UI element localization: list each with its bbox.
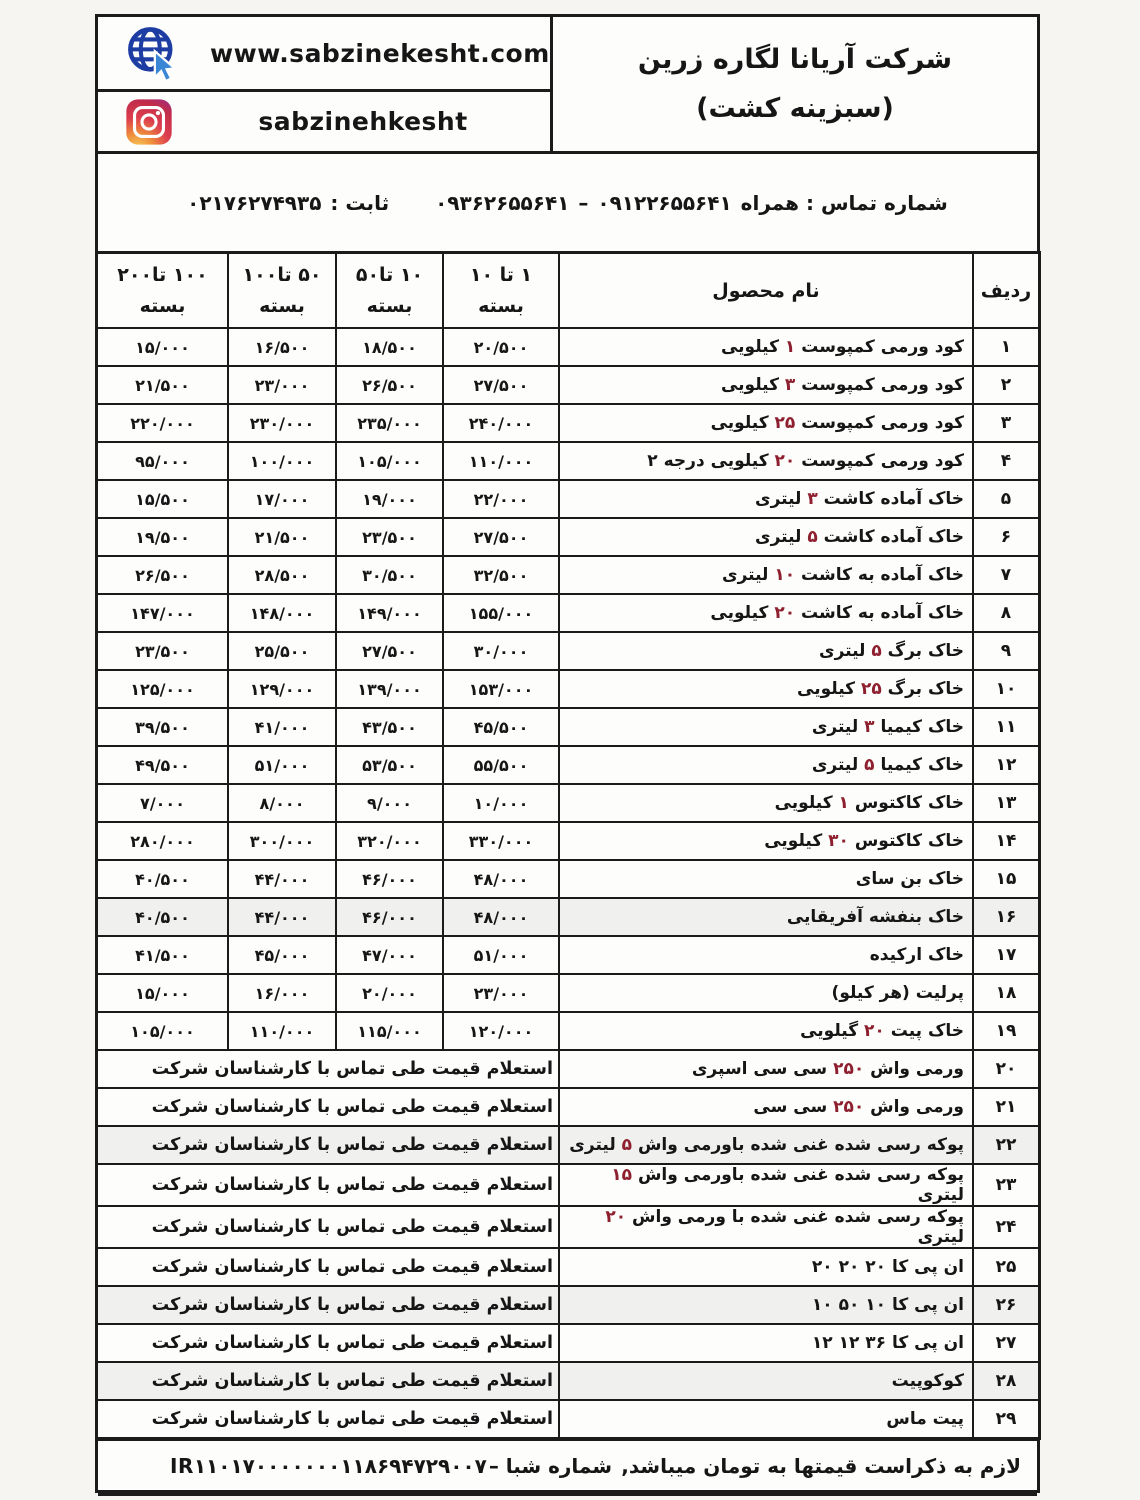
price-tier-4: ۱۹/۵۰۰ bbox=[97, 518, 229, 556]
product-name: ورمی واش ۲۵۰ سی سی اسپری bbox=[559, 1050, 973, 1088]
table-row bbox=[97, 746, 1040, 784]
header-product-name: نام محصول bbox=[559, 253, 973, 329]
price-tier-2: ۳۰/۵۰۰ bbox=[336, 556, 443, 594]
table-row bbox=[97, 1286, 1040, 1324]
row-number: ۱۶ bbox=[973, 898, 1040, 936]
product-quantity-highlight: ۵ bbox=[621, 1135, 633, 1155]
product-name: خاک بنفشه آفریقایی bbox=[559, 898, 973, 936]
price-tier-4: ۲۶/۵۰۰ bbox=[97, 556, 229, 594]
row-number: ۲۵ bbox=[973, 1248, 1040, 1286]
price-tier-4: ۴۱/۵۰۰ bbox=[97, 936, 229, 974]
table-row bbox=[97, 404, 1040, 442]
price-tier-4: ۳۹/۵۰۰ bbox=[97, 708, 229, 746]
table-row bbox=[97, 898, 1040, 936]
header-row-number: ردیف bbox=[973, 253, 1040, 329]
price-tier-3: ۲۳۰/۰۰۰ bbox=[228, 404, 336, 442]
product-name: کود ورمی کمپوست ۲۰ کیلویی درجه ۲ bbox=[559, 442, 973, 480]
row-number: ۵ bbox=[973, 480, 1040, 518]
table-row bbox=[97, 518, 1040, 556]
price-inquiry-note: استعلام قیمت طی تماس با کارشناسان شرکت bbox=[97, 1126, 560, 1164]
product-name: کود ورمی کمپوست ۳ کیلویی bbox=[559, 366, 973, 404]
website-row bbox=[98, 17, 550, 92]
row-number: ۱۳ bbox=[973, 784, 1040, 822]
table-row bbox=[97, 708, 1040, 746]
product-name: خاک آماده کاشت ۵ لیتری bbox=[559, 518, 973, 556]
price-tier-3: ۱۷/۰۰۰ bbox=[228, 480, 336, 518]
table-row bbox=[97, 784, 1040, 822]
price-tier-3: ۲۱/۵۰۰ bbox=[228, 518, 336, 556]
mobile-number-1: ۰۹۱۲۲۶۵۵۶۴۱ bbox=[597, 190, 732, 215]
header-tier-1: ۱ تا ۱۰ بسته bbox=[443, 253, 559, 329]
product-quantity-highlight: ۳ bbox=[864, 717, 875, 737]
price-tier-2: ۱۹/۰۰۰ bbox=[336, 480, 443, 518]
contact-label: شماره تماس : همراه bbox=[740, 190, 948, 215]
price-inquiry-note: استعلام قیمت طی تماس با کارشناسان شرکت bbox=[97, 1362, 560, 1400]
row-number: ۲۰ bbox=[973, 1050, 1040, 1088]
product-quantity-highlight: ۵ bbox=[807, 527, 818, 547]
price-tier-3: ۴۱/۰۰۰ bbox=[228, 708, 336, 746]
table-row bbox=[97, 632, 1040, 670]
product-name: ان پی کا ۱۰ ۵۰ ۱۰ bbox=[559, 1286, 973, 1324]
price-tier-4: ۱۵/۰۰۰ bbox=[97, 974, 229, 1012]
price-tier-1: ۱۰/۰۰۰ bbox=[443, 784, 559, 822]
price-tier-2: ۲۶/۵۰۰ bbox=[336, 366, 443, 404]
table-row bbox=[97, 936, 1040, 974]
table-row bbox=[97, 480, 1040, 518]
price-tier-1: ۲۰/۵۰۰ bbox=[443, 328, 559, 366]
product-name: خاک آماده به کاشت ۲۰ کیلویی bbox=[559, 594, 973, 632]
globe-cursor-icon bbox=[124, 24, 182, 82]
price-tier-2: ۲۷/۵۰۰ bbox=[336, 632, 443, 670]
price-tier-2: ۵۳/۵۰۰ bbox=[336, 746, 443, 784]
table-header-row bbox=[97, 253, 1040, 329]
price-tier-3: ۲۸/۵۰۰ bbox=[228, 556, 336, 594]
price-tier-4: ۱۵/۵۰۰ bbox=[97, 480, 229, 518]
price-tier-2: ۳۲۰/۰۰۰ bbox=[336, 822, 443, 860]
row-number: ۸ bbox=[973, 594, 1040, 632]
row-number: ۲۸ bbox=[973, 1362, 1040, 1400]
price-tier-1: ۳۲/۵۰۰ bbox=[443, 556, 559, 594]
price-tier-2: ۱۴۹/۰۰۰ bbox=[336, 594, 443, 632]
price-tier-2: ۱۸/۵۰۰ bbox=[336, 328, 443, 366]
sheba-group bbox=[170, 1454, 612, 1478]
table-row bbox=[97, 670, 1040, 708]
row-number: ۹ bbox=[973, 632, 1040, 670]
price-tier-1: ۴۵/۵۰۰ bbox=[443, 708, 559, 746]
price-tier-4: ۹۵/۰۰۰ bbox=[97, 442, 229, 480]
contact-bar bbox=[95, 151, 1040, 254]
product-name: کود ورمی کمپوست ۱ کیلویی bbox=[559, 328, 973, 366]
price-tier-3: ۱۰۰/۰۰۰ bbox=[228, 442, 336, 480]
price-tier-1: ۲۴۰/۰۰۰ bbox=[443, 404, 559, 442]
price-inquiry-note: استعلام قیمت طی تماس با کارشناسان شرکت bbox=[97, 1286, 560, 1324]
instagram-icon bbox=[124, 97, 174, 147]
price-tier-1: ۱۱۰/۰۰۰ bbox=[443, 442, 559, 480]
product-name: خاک کاکتوس ۱ کیلویی bbox=[559, 784, 973, 822]
instagram-row bbox=[98, 92, 550, 151]
product-name: خاک برگ ۵ لیتری bbox=[559, 632, 973, 670]
price-inquiry-note: استعلام قیمت طی تماس با کارشناسان شرکت bbox=[97, 1088, 560, 1126]
price-tier-2: ۲۳/۵۰۰ bbox=[336, 518, 443, 556]
price-tier-4: ۴۰/۵۰۰ bbox=[97, 898, 229, 936]
product-name: خاک کیمیا ۳ لیتری bbox=[559, 708, 973, 746]
header-links bbox=[98, 17, 553, 151]
table-row bbox=[97, 556, 1040, 594]
product-name: ان پی کا ۲۰ ۲۰ ۲۰ bbox=[559, 1248, 973, 1286]
company-brand: (سبزینه کشت) bbox=[696, 93, 894, 125]
price-tier-2: ۲۰/۰۰۰ bbox=[336, 974, 443, 1012]
price-tier-3: ۱۴۸/۰۰۰ bbox=[228, 594, 336, 632]
product-quantity-highlight: ۳ bbox=[807, 489, 818, 509]
price-tier-4: ۲۲۰/۰۰۰ bbox=[97, 404, 229, 442]
price-tier-3: ۱۱۰/۰۰۰ bbox=[228, 1012, 336, 1050]
price-tier-1: ۱۵۵/۰۰۰ bbox=[443, 594, 559, 632]
product-name: پیت ماس bbox=[559, 1400, 973, 1439]
price-inquiry-note: استعلام قیمت طی تماس با کارشناسان شرکت bbox=[97, 1050, 560, 1088]
row-number: ۱۸ bbox=[973, 974, 1040, 1012]
price-tier-3: ۵۱/۰۰۰ bbox=[228, 746, 336, 784]
price-tier-1: ۵۱/۰۰۰ bbox=[443, 936, 559, 974]
website-url: www.sabzinekesht.com bbox=[210, 38, 550, 68]
price-tier-3: ۴۵/۰۰۰ bbox=[228, 936, 336, 974]
price-tier-3: ۳۰۰/۰۰۰ bbox=[228, 822, 336, 860]
price-sheet bbox=[95, 14, 1040, 1493]
product-quantity-highlight: ۱ bbox=[838, 793, 849, 813]
price-tier-4: ۱۴۷/۰۰۰ bbox=[97, 594, 229, 632]
table-row bbox=[97, 1248, 1040, 1286]
product-quantity-highlight: ۵ bbox=[864, 755, 875, 775]
price-tier-4: ۲۸۰/۰۰۰ bbox=[97, 822, 229, 860]
table-row bbox=[97, 1362, 1040, 1400]
price-tier-1: ۴۸/۰۰۰ bbox=[443, 860, 559, 898]
row-number: ۱۲ bbox=[973, 746, 1040, 784]
price-table bbox=[95, 251, 1041, 1440]
product-quantity-highlight: ۲۵ bbox=[860, 679, 882, 699]
landline-label: ثابت : bbox=[330, 190, 390, 215]
row-number: ۲۳ bbox=[973, 1164, 1040, 1206]
row-number: ۲۹ bbox=[973, 1400, 1040, 1439]
product-name: خاک پیت ۲۰ گیلویی bbox=[559, 1012, 973, 1050]
product-quantity-highlight: ۱ bbox=[784, 337, 796, 357]
price-tier-4: ۲۱/۵۰۰ bbox=[97, 366, 229, 404]
product-name: خاک کاکتوس ۳۰ کیلویی bbox=[559, 822, 973, 860]
price-tier-4: ۱۲۵/۰۰۰ bbox=[97, 670, 229, 708]
price-tier-1: ۳۳۰/۰۰۰ bbox=[443, 822, 559, 860]
price-inquiry-note: استعلام قیمت طی تماس با کارشناسان شرکت bbox=[97, 1400, 560, 1439]
company-name-box bbox=[553, 17, 1037, 151]
footer-note-bar bbox=[95, 1438, 1040, 1493]
price-tier-4: ۱۵/۰۰۰ bbox=[97, 328, 229, 366]
price-tier-3: ۸/۰۰۰ bbox=[228, 784, 336, 822]
table-row bbox=[97, 1324, 1040, 1362]
mobile-numbers bbox=[435, 191, 948, 215]
price-inquiry-note: استعلام قیمت طی تماس با کارشناسان شرکت bbox=[97, 1206, 560, 1248]
table-row bbox=[97, 1400, 1040, 1439]
table-row bbox=[97, 328, 1040, 366]
price-tier-1: ۴۸/۰۰۰ bbox=[443, 898, 559, 936]
product-name: خاک ارکیده bbox=[559, 936, 973, 974]
row-number: ۱ bbox=[973, 328, 1040, 366]
product-name: خاک آماده کاشت ۳ لیتری bbox=[559, 480, 973, 518]
price-tier-2: ۱۰۵/۰۰۰ bbox=[336, 442, 443, 480]
product-name: کوکوپیت bbox=[559, 1362, 973, 1400]
price-tier-2: ۱۳۹/۰۰۰ bbox=[336, 670, 443, 708]
row-number: ۳ bbox=[973, 404, 1040, 442]
price-tier-3: ۲۳/۰۰۰ bbox=[228, 366, 336, 404]
price-tier-3: ۲۵/۵۰۰ bbox=[228, 632, 336, 670]
product-quantity-highlight: ۲۰ bbox=[774, 451, 796, 471]
mobile-number-2: ۰۹۳۶۲۶۵۵۶۴۱ bbox=[435, 190, 570, 215]
table-row bbox=[97, 1164, 1040, 1206]
product-quantity-highlight: ۲۵ bbox=[774, 413, 796, 433]
row-number: ۲ bbox=[973, 366, 1040, 404]
price-tier-1: ۲۷/۵۰۰ bbox=[443, 518, 559, 556]
header-tier-3: ۵۰ تا۱۰۰ بسته bbox=[228, 253, 336, 329]
table-row bbox=[97, 860, 1040, 898]
row-number: ۱۷ bbox=[973, 936, 1040, 974]
currency-note: لازم به ذکراست قیمتها به تومان میباشد, bbox=[621, 1453, 1021, 1478]
product-name: خاک کیمیا ۵ لیتری bbox=[559, 746, 973, 784]
product-name: پرلیت (هر کیلو) bbox=[559, 974, 973, 1012]
table-row bbox=[97, 1088, 1040, 1126]
row-number: ۲۶ bbox=[973, 1286, 1040, 1324]
price-tier-1: ۱۲۰/۰۰۰ bbox=[443, 1012, 559, 1050]
price-tier-3: ۱۶/۰۰۰ bbox=[228, 974, 336, 1012]
product-quantity-highlight: ۲۵۰ bbox=[833, 1097, 865, 1117]
row-number: ۲۴ bbox=[973, 1206, 1040, 1248]
dash-separator: – bbox=[578, 190, 589, 215]
product-name: خاک برگ ۲۵ کیلویی bbox=[559, 670, 973, 708]
row-number: ۱۱ bbox=[973, 708, 1040, 746]
row-number: ۶ bbox=[973, 518, 1040, 556]
sheba-number: IR۱۱۰۱۷۰۰۰۰۰۰۰۱۱۸۶۹۴۷۲۹۰۰۷ bbox=[170, 1453, 487, 1478]
price-tier-4: ۴۰/۵۰۰ bbox=[97, 860, 229, 898]
product-quantity-highlight: ۲۵۰ bbox=[833, 1059, 865, 1079]
product-quantity-highlight: ۳۰ bbox=[828, 831, 849, 851]
price-tier-2: ۱۱۵/۰۰۰ bbox=[336, 1012, 443, 1050]
product-quantity-highlight: ۲۰ bbox=[864, 1021, 885, 1041]
price-tier-4: ۱۰۵/۰۰۰ bbox=[97, 1012, 229, 1050]
price-tier-3: ۱۲۹/۰۰۰ bbox=[228, 670, 336, 708]
price-tier-1: ۱۵۳/۰۰۰ bbox=[443, 670, 559, 708]
product-name: خاک آماده به کاشت ۱۰ لیتری bbox=[559, 556, 973, 594]
sheba-label: شماره شبا – bbox=[488, 1453, 612, 1478]
landline-value: ۰۲۱۷۶۲۷۴۹۳۵ bbox=[187, 190, 322, 215]
price-tier-2: ۹/۰۰۰ bbox=[336, 784, 443, 822]
row-number: ۷ bbox=[973, 556, 1040, 594]
price-tier-2: ۲۳۵/۰۰۰ bbox=[336, 404, 443, 442]
price-tier-2: ۴۷/۰۰۰ bbox=[336, 936, 443, 974]
price-tier-2: ۴۶/۰۰۰ bbox=[336, 860, 443, 898]
table-row bbox=[97, 1206, 1040, 1248]
price-tier-3: ۴۴/۰۰۰ bbox=[228, 898, 336, 936]
product-name: پوکه رسی شده غنی شده باورمی واش ۱۵ لیتری bbox=[559, 1164, 973, 1206]
landline-number bbox=[187, 191, 389, 215]
table-row bbox=[97, 1012, 1040, 1050]
table-row bbox=[97, 594, 1040, 632]
instagram-handle: sabzinehkesht bbox=[258, 107, 468, 136]
price-tier-1: ۵۵/۵۰۰ bbox=[443, 746, 559, 784]
price-tier-2: ۴۳/۵۰۰ bbox=[336, 708, 443, 746]
row-number: ۱۴ bbox=[973, 822, 1040, 860]
price-inquiry-note: استعلام قیمت طی تماس با کارشناسان شرکت bbox=[97, 1324, 560, 1362]
company-name: شرکت آریانا لگاره زرین bbox=[637, 43, 953, 75]
price-tier-2: ۴۶/۰۰۰ bbox=[336, 898, 443, 936]
product-name: ان پی کا ۳۶ ۱۲ ۱۲ bbox=[559, 1324, 973, 1362]
row-number: ۱۵ bbox=[973, 860, 1040, 898]
product-name: کود ورمی کمپوست ۲۵ کیلویی bbox=[559, 404, 973, 442]
price-tier-3: ۴۴/۰۰۰ bbox=[228, 860, 336, 898]
product-name: پوکه رسی شده غنی شده با ورمی واش ۲۰ لیتری bbox=[559, 1206, 973, 1248]
table-row bbox=[97, 366, 1040, 404]
price-inquiry-note: استعلام قیمت طی تماس با کارشناسان شرکت bbox=[97, 1164, 560, 1206]
price-tier-1: ۲۳/۰۰۰ bbox=[443, 974, 559, 1012]
header-tier-2: ۱۰ تا۵۰ بسته bbox=[336, 253, 443, 329]
product-name: خاک بن سای bbox=[559, 860, 973, 898]
price-tier-4: ۲۳/۵۰۰ bbox=[97, 632, 229, 670]
table-row bbox=[97, 822, 1040, 860]
product-quantity-highlight: ۵ bbox=[871, 641, 882, 661]
header-tier-4: ۱۰۰ تا۲۰۰ بسته bbox=[97, 253, 229, 329]
row-number: ۱۰ bbox=[973, 670, 1040, 708]
row-number: ۲۲ bbox=[973, 1126, 1040, 1164]
product-name: ورمی واش ۲۵۰ سی سی bbox=[559, 1088, 973, 1126]
price-tier-1: ۲۲/۰۰۰ bbox=[443, 480, 559, 518]
price-tier-4: ۴۹/۵۰۰ bbox=[97, 746, 229, 784]
table-row bbox=[97, 1050, 1040, 1088]
product-quantity-highlight: ۳ bbox=[784, 375, 796, 395]
price-tier-1: ۳۰/۰۰۰ bbox=[443, 632, 559, 670]
product-quantity-highlight: ۲۰ bbox=[774, 603, 796, 623]
table-row bbox=[97, 1126, 1040, 1164]
row-number: ۱۹ bbox=[973, 1012, 1040, 1050]
price-tier-4: ۷/۰۰۰ bbox=[97, 784, 229, 822]
price-inquiry-note: استعلام قیمت طی تماس با کارشناسان شرکت bbox=[97, 1248, 560, 1286]
price-tier-1: ۲۷/۵۰۰ bbox=[443, 366, 559, 404]
product-name: پوکه رسی شده غنی شده باورمی واش ۵ لیتری bbox=[559, 1126, 973, 1164]
table-row bbox=[97, 974, 1040, 1012]
product-quantity-highlight: ۲۰ bbox=[605, 1207, 627, 1227]
price-tier-3: ۱۶/۵۰۰ bbox=[228, 328, 336, 366]
row-number: ۲۷ bbox=[973, 1324, 1040, 1362]
product-quantity-highlight: ۱۵ bbox=[611, 1165, 633, 1185]
row-number: ۲۱ bbox=[973, 1088, 1040, 1126]
row-number: ۴ bbox=[973, 442, 1040, 480]
table-row bbox=[97, 442, 1040, 480]
product-quantity-highlight: ۱۰ bbox=[774, 565, 796, 585]
header bbox=[95, 14, 1040, 154]
